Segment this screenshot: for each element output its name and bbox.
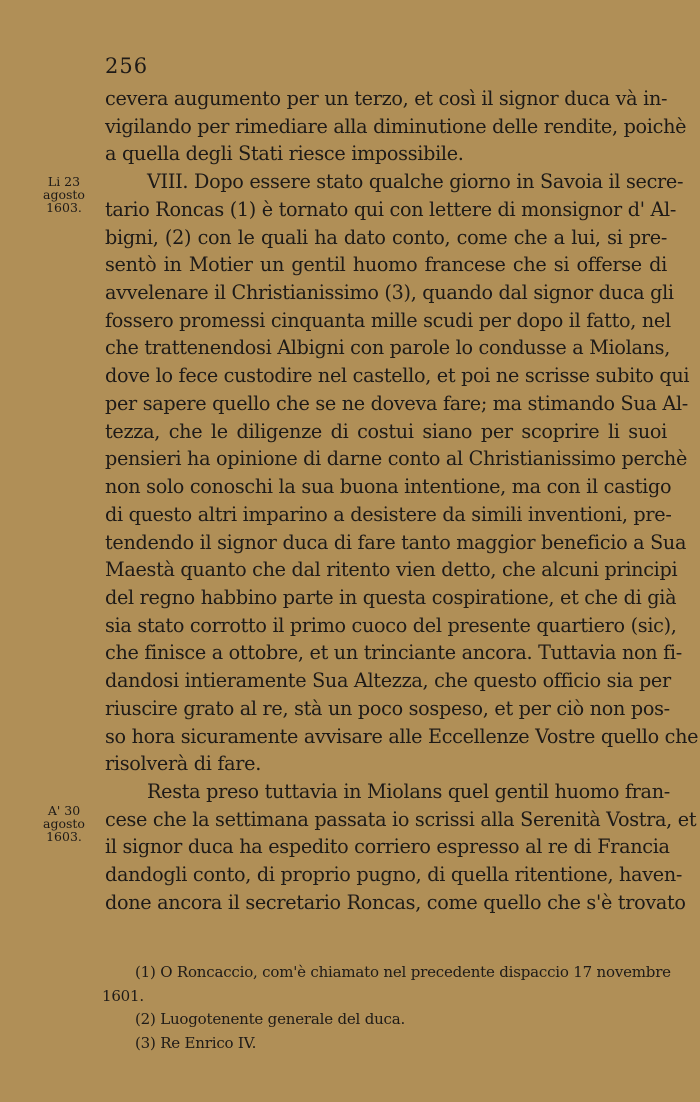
text-line: dove lo fece custodire nel castello, et poi ne scrisse subito qui — [105, 364, 690, 388]
text-line: done ancora il secretario Roncas, come quello che s'è trovato — [105, 890, 686, 914]
text-line: per sapere quello che se ne doveva fare; ma stimando Sua Al- — [105, 391, 688, 415]
text-line: il signor duca ha espedito corriero espresso al re di Francia — [105, 835, 670, 859]
margin-note-line: agosto — [43, 187, 85, 202]
text-line: risolverà di fare. — [105, 752, 262, 776]
text-line: tendendo il signor duca di fare tanto maggior beneficio a Sua — [105, 530, 687, 554]
text-line: tezza, che le diligenze di costui siano per scoprire li suoi — [105, 419, 667, 443]
text-line: dandosi intieramente Sua Altezza, che questo officio sia per — [105, 669, 671, 693]
footnote-line: (1) O Roncaccio, com'è chiamato nel precedente dispaccio 17 novembre — [135, 963, 671, 981]
text-line: che trattenendosi Albigni con parole lo condusse a Miolans, — [105, 336, 671, 360]
body-text — [105, 85, 699, 917]
text-line: fossero promessi cinquanta mille scudi per dopo il fatto, nel — [105, 308, 671, 332]
margin-note-line: Li 23 — [47, 174, 81, 189]
text-line: a quella degli Stati riesce impossibile. — [105, 142, 464, 166]
footnote-line: 1601. — [102, 986, 144, 1005]
text-line: so hora sicuramente avvisare alle Eccellenze Vostre quello che — [105, 724, 699, 748]
text-line: sentò in Motier un gentil huomo francese che si offerse di — [105, 253, 667, 277]
margin-note-line: A' 30 — [47, 803, 81, 818]
text-line: dandogli conto, di proprio pugno, di quella ritentione, haven- — [105, 863, 683, 887]
page-number: 256 — [105, 54, 149, 78]
footnotes — [102, 961, 671, 1055]
text-line: cese che la settimana passata io scrissi alla Serenità Vostra, et — [105, 807, 697, 831]
text-line: VIII. Dopo essere stato qualche giorno in Savoia il secre- — [147, 170, 684, 194]
text-line: bigni, (2) con le quali ha dato conto, come che a lui, si pre- — [105, 225, 667, 249]
margin-note-line: 1603. — [46, 829, 82, 844]
footnote-line: (2) Luogotenente generale del duca. — [135, 1010, 406, 1028]
footnote-line: (3) Re Enrico IV. — [135, 1033, 257, 1052]
text-line: vigilando per rimediare alla diminutione delle rendite, poichè — [105, 114, 687, 138]
text-line: di questo altri imparino a desistere da simili inventioni, pre- — [105, 502, 672, 526]
text-line: Resta preso tuttavia in Miolans quel gentil huomo fran- — [147, 779, 670, 803]
text-line: Maestà quanto che dal ritento vien detto, che alcuni principi — [105, 558, 678, 582]
margin-note-line: 1603. — [46, 200, 82, 215]
margin-note-line: agosto — [43, 816, 85, 831]
text-line: cevera augumento per un terzo, et così il signor duca và in- — [105, 87, 668, 110]
text-line: pensieri ha opinione di darne conto al Christianissimo perchè — [105, 447, 688, 471]
text-line: avvelenare il Christianissimo (3), quando dal signor duca gli — [105, 281, 674, 305]
margin-note-date — [38, 175, 90, 214]
text-line: riuscire grato al re, stà un poco sospeso, et per ciò non pos- — [105, 696, 670, 720]
margin-note-date — [38, 804, 90, 843]
text-line: sia stato corrotto il primo cuoco del presente quartiero (sic), — [105, 613, 677, 637]
text-line: del regno habbino parte in questa cospiratione, et che di già — [105, 585, 677, 609]
text-line: non solo conoschi la sua buona intentione, ma con il castigo — [105, 475, 672, 499]
text-line: tario Roncas (1) è tornato qui con lettere di monsignor d' Al- — [105, 197, 677, 221]
text-line: che finisce a ottobre, et un trinciante ancora. Tuttavia non fi- — [105, 641, 682, 665]
